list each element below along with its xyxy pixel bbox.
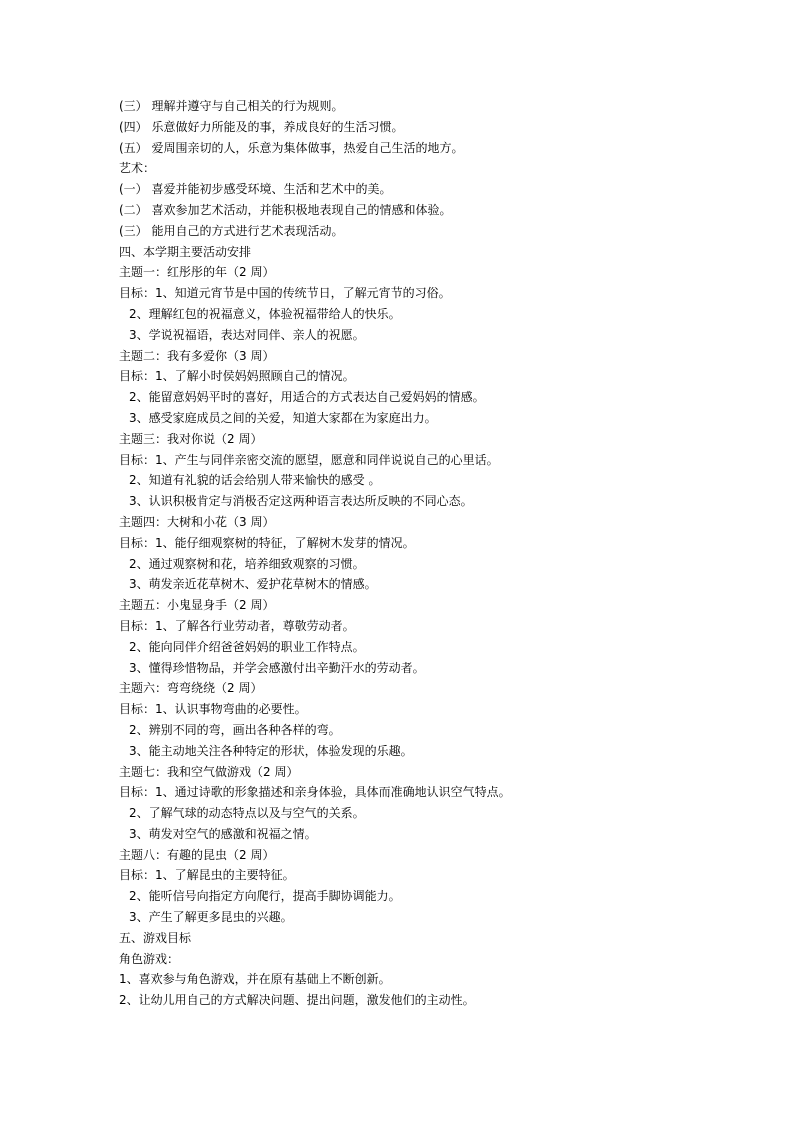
text-line: (五） 爱周围亲切的人，乐意为集体做事，热爱自己生活的地方。	[119, 140, 464, 155]
text-line: 3、学说祝福语，表达对同伴、亲人的祝愿。	[129, 327, 365, 342]
text-line: 1、喜欢参与角色游戏，并在原有基础上不断创新。	[119, 972, 391, 987]
text-line: 目标：1、了解各行业劳动者，尊敬劳动者。	[119, 618, 355, 633]
text-line: 主题六：弯弯绕绕（2 周）	[119, 681, 263, 696]
text-line: 2、能向同伴介绍爸爸妈妈的职业工作特点。	[129, 639, 365, 654]
text-line: 目标：1、产生与同伴亲密交流的愿望，愿意和同伴说说自己的心里话。	[119, 452, 499, 467]
text-line: 目标：1、认识事物弯曲的必要性。	[119, 702, 307, 717]
text-line: 主题二：我有多爱你（3 周）	[119, 348, 275, 363]
text-line: 2、通过观察树和花，培养细致观察的习惯。	[129, 556, 365, 571]
text-line: 2、能留意妈妈平时的喜好，用适合的方式表达自己爱妈妈的情感。	[129, 390, 485, 405]
text-line: 3、萌发对空气的感激和祝福之情。	[129, 826, 317, 841]
text-line: 四、本学期主要活动安排	[119, 244, 252, 259]
text-line: 2、知道有礼貌的话会给别人带来愉快的感受 。	[129, 473, 381, 488]
text-line: 角色游戏：	[119, 951, 180, 966]
text-line: (三） 能用自己的方式进行艺术表现活动。	[119, 223, 344, 238]
text-line: 3、认识积极肯定与消极否定这两种语言表达所反映的不同心态。	[129, 494, 473, 509]
text-line: 主题七：我和空气做游戏（2 周）	[119, 764, 299, 779]
text-line: 主题八：有趣的昆虫（2 周）	[119, 847, 275, 862]
text-line: 目标：1、了解小时侯妈妈照顾自己的情况。	[119, 369, 355, 384]
text-line: (三） 理解并遵守与自己相关的行为规则。	[119, 99, 344, 113]
text-line: 艺术：	[119, 161, 156, 176]
text-line: (一） 喜爱并能初步感受环境、生活和艺术中的美。	[119, 182, 392, 197]
text-line: 3、萌发亲近花草树木、爱护花草树木的情感。	[129, 577, 377, 592]
document-body	[119, 96, 719, 1011]
text-line: 目标：1、知道元宵节是中国的传统节日，了解元宵节的习俗。	[119, 286, 451, 301]
text-line: 主题三：我对你说（2 周）	[119, 431, 263, 446]
text-line: 3、能主动地关注各种特定的形状，体验发现的乐趣。	[129, 743, 413, 758]
text-line: 3、懂得珍惜物品，并学会感激付出辛勤汗水的劳动者。	[129, 660, 425, 675]
text-line: 2、理解红包的祝福意义，体验祝福带给人的快乐。	[129, 306, 401, 321]
text-line: 2、让幼儿用自己的方式解决问题、提出问题，激发他们的主动性。	[119, 993, 475, 1008]
text-line: 2、了解气球的动态特点以及与空气的关系。	[129, 806, 365, 821]
text-line: (二） 喜欢参加艺术活动，并能积极地表现自己的情感和体验。	[119, 202, 452, 217]
text-line: 目标：1、通过诗歌的形象描述和亲身体验，具体而准确地认识空气特点。	[119, 785, 511, 800]
text-line: 3、产生了解更多昆虫的兴趣。	[129, 910, 293, 925]
text-line: 目标：1、了解昆虫的主要特征。	[119, 868, 295, 883]
text-line: 目标：1、能仔细观察树的特征，了解树木发芽的情况。	[119, 535, 415, 550]
text-line: 五、游戏目标	[119, 930, 192, 945]
text-line: 主题五：小鬼显身手（2 周）	[119, 598, 275, 613]
text-line: 主题一：红彤彤的年（2 周）	[119, 265, 275, 280]
text-line: 2、辨别不同的弯，画出各种各样的弯。	[129, 722, 341, 737]
text-line: 3、感受家庭成员之间的关爱，知道大家都在为家庭出力。	[129, 410, 437, 425]
text-line: 2、能听信号向指定方向爬行，提高手脚协调能力。	[129, 889, 401, 904]
text-line: (四） 乐意做好力所能及的事，养成良好的生活习惯。	[119, 119, 404, 134]
text-line: 主题四：大树和小花（3 周）	[119, 514, 275, 529]
